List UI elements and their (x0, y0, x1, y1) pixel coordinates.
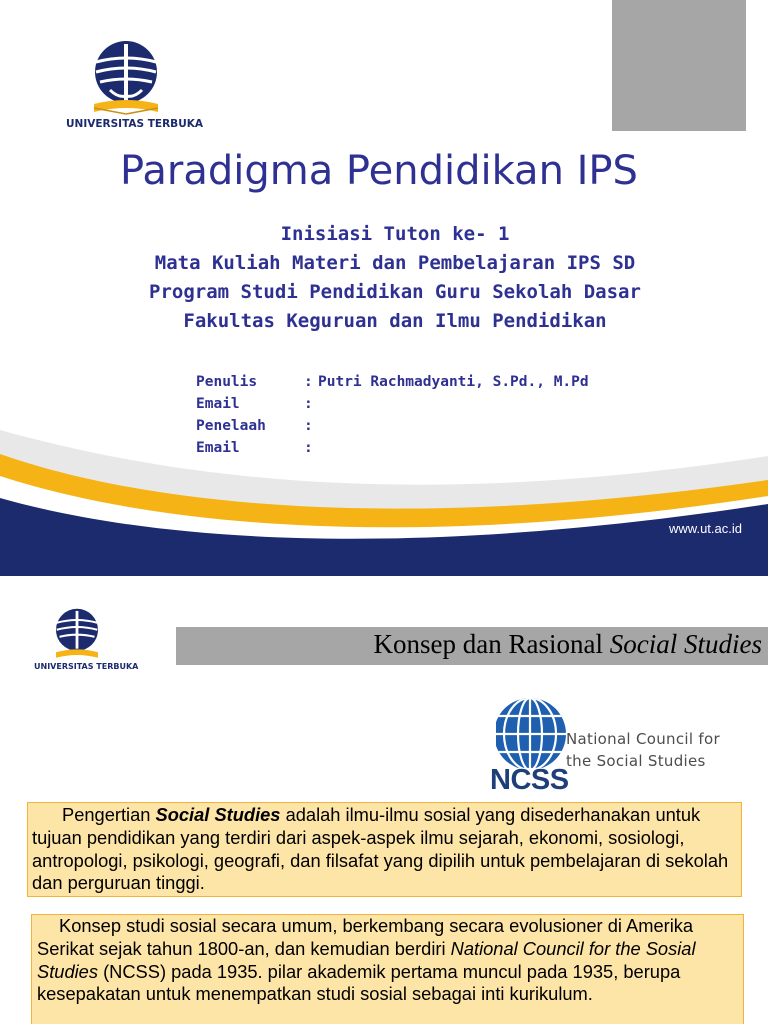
corner-gray-block (612, 0, 746, 131)
meta-sep-penelaah: : (304, 418, 313, 434)
meta-sep-email-1: : (304, 396, 313, 412)
heading-bar (176, 627, 768, 665)
meta-sep-email-2: : (304, 440, 313, 456)
definition-box (27, 802, 742, 897)
history-emph: National Council for the Sosial Studies (37, 937, 696, 982)
definition-pre: Pengertian (62, 804, 156, 825)
page-title: Paradigma Pendidikan IPS (120, 148, 638, 194)
meta-label-penelaah: Penelaah (196, 418, 266, 434)
subtitle-line-4: Fakultas Keguruan dan Ilmu Pendidikan (183, 310, 607, 332)
logo-text-small: UNIVERSITAS TERBUKA (34, 662, 139, 671)
meta-label-email-2: Email (196, 440, 240, 456)
definition-emph: Social Studies (155, 804, 281, 825)
history-post: (NCSS) pada 1935. pilar akademik pertama muncul pada 1935, berupa kesepakatan untuk menempatkan studi sosial sebagai inti kurikulum. (37, 960, 681, 1005)
content-slide (0, 576, 768, 1024)
globe-grid-icon (490, 694, 566, 768)
subtitle-line-2: Mata Kuliah Materi dan Pembelajaran IPS SD (154, 252, 636, 274)
ncss-name-line-2: the Social Studies (566, 752, 706, 770)
logo-text: UNIVERSITAS TERBUKA (66, 118, 203, 130)
meta-sep-penulis: : (304, 374, 313, 390)
history-pre: Konsep studi sosial secara umum, berkembang secara evolusioner di Amerika Serikat sejak tahun 1800-an, dan kemudian berdiri (37, 915, 694, 959)
subtitle-line-1: Inisiasi Tuton ke- 1 (280, 223, 510, 245)
website-url[interactable]: www.ut.ac.id (669, 521, 742, 536)
ncss-abbreviation: NCSS (490, 764, 569, 796)
ncss-name-line-1: National Council for (566, 730, 720, 748)
decorative-wave (0, 400, 768, 576)
meta-value-penulis: Putri Rachmadyanti, S.Pd., M.Pd (318, 374, 589, 390)
meta-label-email-1: Email (196, 396, 240, 412)
slide-heading (374, 629, 762, 660)
history-box (31, 914, 744, 1024)
meta-label-penulis: Penulis (196, 374, 258, 390)
ncss-logo (484, 688, 746, 798)
definition-post: adalah ilmu-ilmu sosial yang disederhanakan untuk tujuan pendidikan yang terdiri dari aspek-aspek ilmu sejarah, ekonomi, sosiologi, antropologi, psikologi, geografi, dan filsafat yang dipilih untuk pembelajaran di sekolah dan perguruan tinggi. (32, 804, 729, 894)
heading-plain: Konsep dan Rasional (373, 629, 610, 659)
subtitle-line-3: Program Studi Pendidikan Guru Sekolah Dasar (149, 281, 641, 303)
heading-italic: Social Studies (609, 629, 762, 659)
